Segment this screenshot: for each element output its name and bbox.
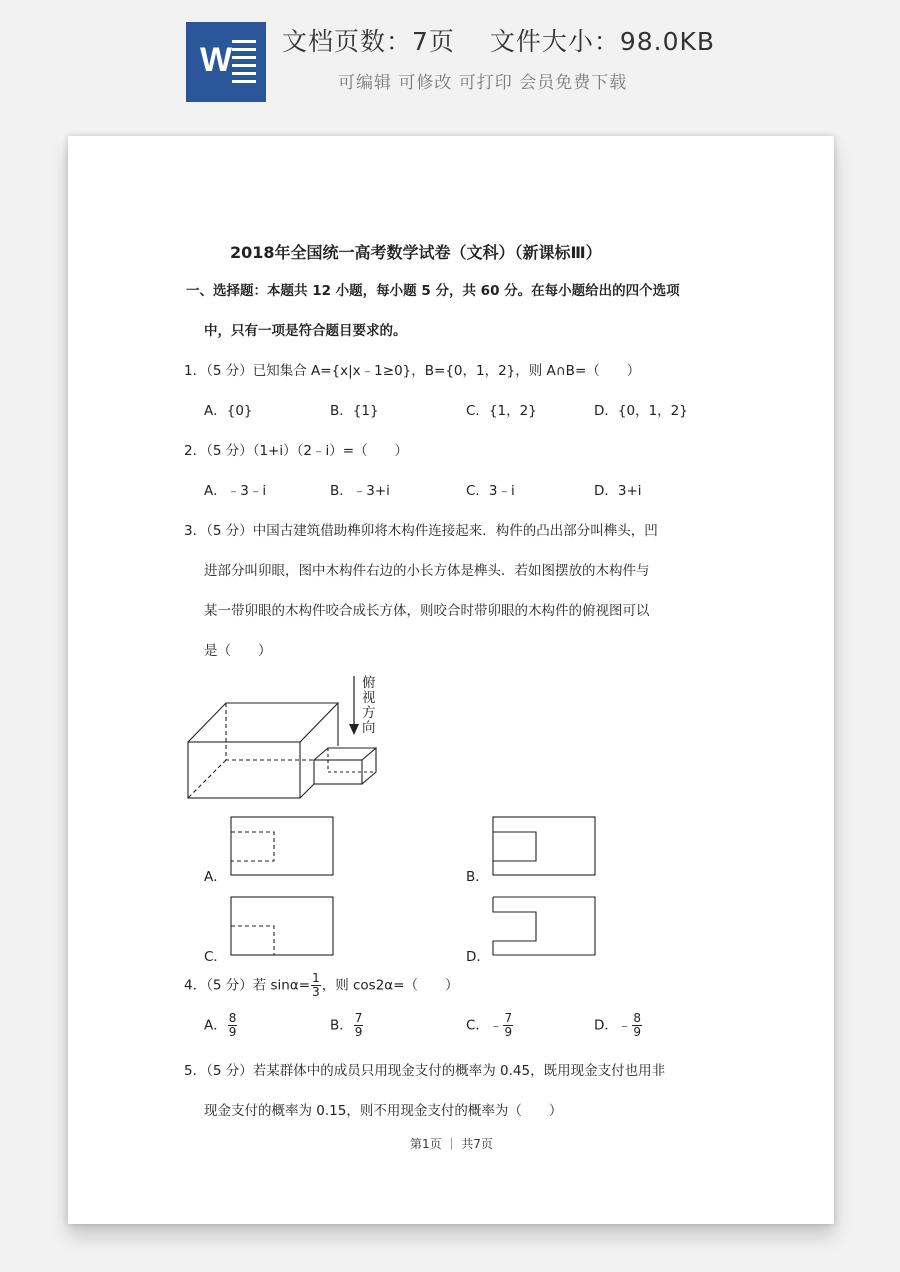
question-4-option-d: D．﹣ $\frac{8}{9}$ [594,1011,642,1039]
section-heading-line1: 一、选择题：本题共 12 小题，每小题 5 分，共 60 分。在每小题给出的四个选项 [186,283,680,299]
question-3-option-c-label: C． [204,949,227,965]
question-3-option-a-figure [230,816,334,876]
question-3-line1: 3．（5 分）中国古建筑借助榫卯将木构件连接起来．构件的凸出部分叫榫头，凹 [184,523,658,539]
question-1-stem: 1．（5 分）已知集合 A={x|x﹣1≥0}，B={0，1，2}，则 A∩B=（ ） [184,363,641,379]
word-icon-letter: W [200,41,233,79]
question-4-stem: 4．（5 分）若 sinα= $\frac{1}{3}$ ，则 cos2α=（ ） [184,971,459,999]
question-3-line4: 是（ ） [204,643,272,659]
question-3-line2: 进部分叫卯眼，图中木构件右边的小长方体是榫头．若如图摆放的木构件与 [204,563,650,579]
question-2-option-d: D．3+i [594,483,642,499]
banner-title: 文档页数：7页 文件大小：98.0KB [282,27,716,56]
question-1-option-d: D．{0，1，2} [594,403,688,419]
word-icon [186,22,266,102]
question-4-option-b: B． $\frac{7}{9}$ [330,1011,363,1039]
question-3-option-a-label: A． [204,869,227,885]
question-2-option-c: C．3﹣i [466,483,515,499]
word-icon-lines [232,40,256,88]
question-3-option-c-figure [230,896,334,956]
question-1-option-c: C．{1，2} [466,403,537,419]
question-4-option-c: C．﹣ $\frac{7}{9}$ [466,1011,513,1039]
view-direction-label: 俯 视 方 向 [362,675,376,736]
page-footer: 第1页 ｜ 共7页 [410,1137,493,1151]
question-3-line3: 某一带卯眼的木构件咬合成长方体，则咬合时带卯眼的木构件的俯视图可以 [204,603,650,619]
question-3-option-b-figure [492,816,596,876]
question-4-fraction: $\frac{1}{3}$ [312,971,320,999]
question-3-option-d-figure [492,896,596,956]
question-5-line2: 现金支付的概率为 0.15，则不用现金支付的概率为（ ） [204,1103,563,1119]
section-heading-line2: 中，只有一项是符合题目要求的。 [204,323,407,339]
question-4-option-a: A． $\frac{8}{9}$ [204,1011,237,1039]
question-1-option-a: A．{0} [204,403,253,419]
down-arrow-icon [348,676,360,736]
question-3-option-b-label: B． [466,869,489,885]
document-page [68,136,834,1224]
question-5-line1: 5．（5 分）若某群体中的成员只用现金支付的概率为 0.45，既用现金支付也用非 [184,1063,666,1079]
document-title: 2018年全国统一高考数学试卷（文科）（新课标Ⅲ） [230,243,602,262]
question-2-option-a: A．﹣3﹣i [204,483,267,499]
question-2-stem: 2．（5 分）（1+i）（2﹣i）=（ ） [184,443,409,459]
question-2-option-b: B．﹣3+i [330,483,390,499]
banner-subtitle: 可编辑 可修改 可打印 会员免费下载 [338,73,628,93]
question-1-option-b: B．{1} [330,403,379,419]
question-3-option-d-label: D． [466,949,490,965]
